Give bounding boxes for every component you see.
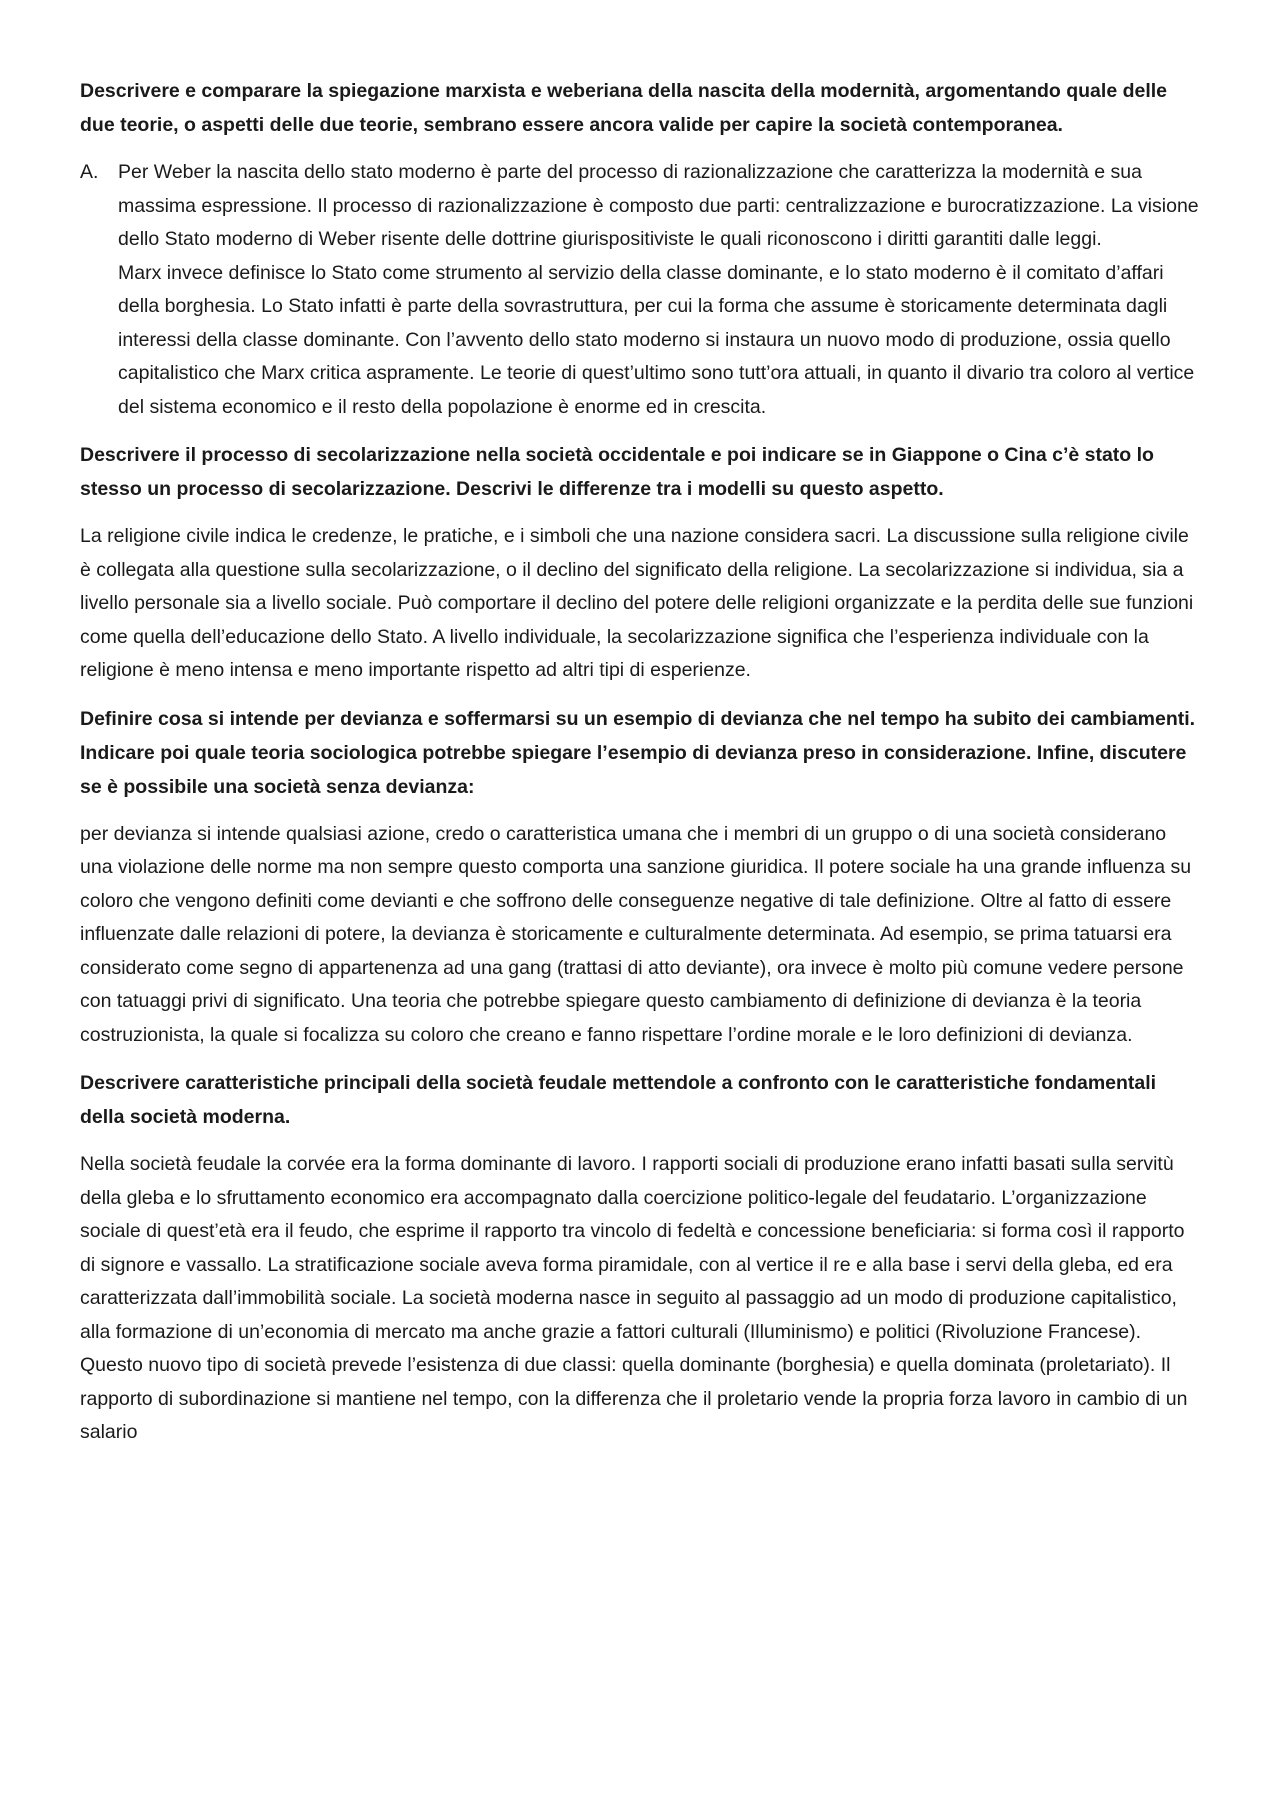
section-deviance [80, 702, 1200, 1053]
question-heading: Descrivere e comparare la spiegazione marxista e weberiana della nascita della modernità, argomentando quale delle due teorie, o aspetti delle due teorie, sembrano essere ancora valide per capire la società contemporanea. [80, 80, 1168, 136]
section-secularization [80, 438, 1200, 688]
answer-paragraph: Nella società feudale la corvée era la forma dominante di lavoro. I rapporti sociali di produzione erano infatti basati sulla servitù della gleba e lo sfruttamento economico era accompagnato dalla coercizione politico-legale del feudatario. L’organizzazione sociale di quest’età era il feudo, che esprime il rapporto tra vincolo di fedeltà e concessione beneficiaria: si forma così il rapporto di signore e vassallo. La stratificazione sociale aveva forma piramidale, con al vertice il re e alla base i servi della gleba, ed era caratterizzata dall’immobilità sociale. La società moderna nasce in seguito al passaggio ad un modo di produzione capitalistico, alla formazione di un’economia di mercato ma anche grazie a fattori culturali (Illuminismo) e politici (Rivoluzione Francese). Questo nuovo tipo di società prevede l’esistenza di due classi: quella dominante (borghesia) e quella dominata (proletariato). Il rapporto di subordinazione si mantiene nel tempo, con la differenza che il proletario vende la propria forza lavoro in cambio di un salario [80, 1153, 1188, 1443]
answer-paragraph: per devianza si intende qualsiasi azione, credo o caratteristica umana che i membri di un gruppo o di una società considerano una violazione delle norme ma non sempre questo comporta una sanzione giuridica. Il potere sociale ha una grande influenza su coloro che vengono definiti come devianti e che soffrono delle conseguenze negative di tale definizione. Oltre al fatto di essere influenzate dalle relazioni di potere, la devianza è storicamente e culturalmente determinata. Ad esempio, se prima tatuarsi era considerato come segno di appartenenza ad una gang (trattasi di atto deviante), ora invece è molto più comune vedere persone con tatuaggi privi di significato. Una teoria che potrebbe spiegare questo cambiamento di definizione di devianza è la teoria costruzionista, la quale si focalizza su coloro che creano e fanno rispettare l’ordine morale e le loro definizioni di devianza. [80, 822, 1192, 1046]
question-heading: Descrivere caratteristiche principali della società feudale mettendole a confronto con le caratteristiche fondamentali della società moderna. [80, 1072, 1157, 1128]
list-marker: A. [80, 161, 99, 183]
section-feudal-society [80, 1066, 1200, 1450]
question-heading: Definire cosa si intende per devianza e soffermarsi su un esempio di devianza che nel tempo ha subito dei cambiamenti. Indicare poi quale teoria sociologica potrebbe spiegare l’esempio di devianza preso in considerazione. Infine, discutere se è possibile una società senza devianza: [80, 707, 1196, 798]
answer-list-item [80, 156, 1200, 424]
answer-paragraph-marx: Marx invece definisce lo Stato come strumento al servizio della classe dominante, e lo stato moderno è il comitato d’affari della borghesia. Lo Stato infatti è parte della sovrastruttura, per cui la forma che assume è storicamente determinata dagli interessi della classe dominante. Con l’avvento dello stato moderno si instaura un nuovo modo di produzione, ossia quello capitalistico che Marx critica aspramente. Le teorie di quest’ultimo sono tutt’ora attuali, in quanto il divario tra coloro al vertice del sistema economico e il resto della popolazione è enorme ed in crescita. [118, 261, 1195, 418]
question-heading: Descrivere il processo di secolarizzazione nella società occidentale e poi indicare se in Giappone o Cina c’è stato lo stesso un processo di secolarizzazione. Descrivi le differenze tra i modelli su questo aspetto. [80, 444, 1154, 500]
answer-paragraph-weber: Per Weber la nascita dello stato moderno è parte del processo di razionalizzazione che caratterizza la modernità e sua massima espressione. Il processo di razionalizzazione è composto due parti: centralizzazione e burocratizzazione. La visione dello Stato moderno di Weber risente delle dottrine giurispositiviste le quali riconoscono i diritti garantiti dalle leggi. [118, 161, 1199, 250]
section-modernity [80, 74, 1200, 424]
answer-paragraph: La religione civile indica le credenze, le pratiche, e i simboli che una nazione considera sacri. La discussione sulla religione civile è collegata alla questione sulla secolarizzazione, o il declino del significato della religione. La secolarizzazione si individua, sia a livello personale sia a livello sociale. Può comportare il declino del potere delle religioni organizzate e la perdita delle sue funzioni come quella dell’educazione dello Stato. A livello individuale, la secolarizzazione significa che l’esperienza individuale con la religione è meno intensa e meno importante rispetto ad altri tipi di esperienze. [80, 525, 1194, 681]
